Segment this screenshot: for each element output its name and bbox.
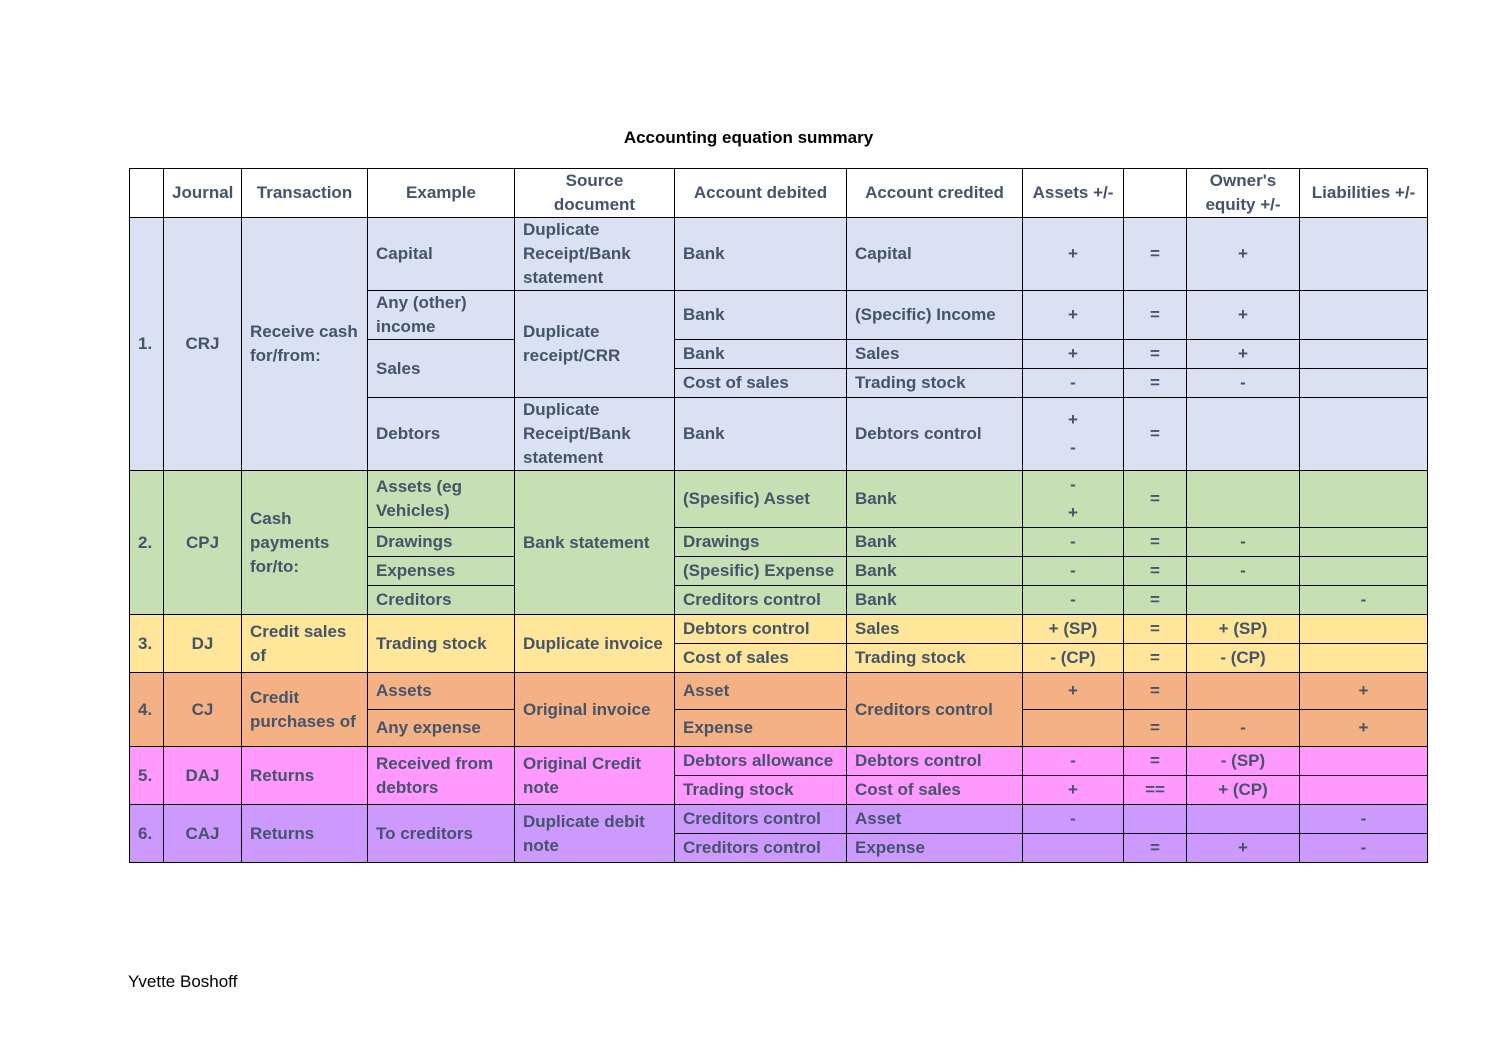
assets-cell: - [1023,805,1124,834]
credit-cell: Sales [847,615,1023,644]
liabilities-cell [1300,218,1428,291]
liabilities-cell: + [1300,673,1428,710]
debit-cell: Creditors control [675,834,847,863]
header-debit: Account debited [675,169,847,218]
header-equity: Owner's equity +/- [1187,169,1300,218]
row-number: 1. [130,218,164,471]
equity-cell: - (CP) [1187,644,1300,673]
journal-cell: CRJ [164,218,242,471]
header-eq [1124,169,1187,218]
journal-cell: CPJ [164,471,242,615]
equity-cell [1187,586,1300,615]
table-row [130,471,1428,528]
equity-cell [1187,673,1300,710]
equity-cell: - (SP) [1187,747,1300,776]
assets-cell: - [1023,557,1124,586]
debit-cell: Debtors control [675,615,847,644]
credit-cell: Bank [847,528,1023,557]
equity-cell: + (CP) [1187,776,1300,805]
assets-cell: + [1023,673,1124,710]
equity-cell [1187,471,1300,528]
equity-cell: + [1187,340,1300,369]
equals-cell: = [1124,673,1187,710]
transaction-cell: Returns [242,747,368,805]
equity-cell [1187,805,1300,834]
header-row [130,169,1428,218]
table-row [130,805,1428,834]
table-row [130,747,1428,776]
equals-cell: = [1124,471,1187,528]
accounting-summary-table [129,168,1428,863]
equity-cell [1187,398,1300,471]
assets-cell: - [1023,747,1124,776]
equals-cell: = [1124,615,1187,644]
source-cell: Bank statement [515,471,675,615]
example-cell: Any expense [368,710,515,747]
assets-cell [1023,471,1124,528]
credit-cell: Cost of sales [847,776,1023,805]
debit-cell: Cost of sales [675,644,847,673]
journal-cell: DJ [164,615,242,673]
header-transaction: Transaction [242,169,368,218]
equals-cell: = [1124,398,1187,471]
liabilities-cell [1300,557,1428,586]
assets-cell: + (SP) [1023,615,1124,644]
journal-cell: CJ [164,673,242,747]
liabilities-cell [1300,747,1428,776]
row-number: 6. [130,805,164,863]
liabilities-cell [1300,471,1428,528]
equals-cell [1124,805,1187,834]
equals-cell: = [1124,586,1187,615]
liabilities-cell: - [1300,805,1428,834]
example-cell: Sales [368,340,515,398]
transaction-cell: Credit sales of [242,615,368,673]
assets-value: - [1070,438,1076,457]
equals-cell: = [1124,710,1187,747]
row-number: 5. [130,747,164,805]
header-example: Example [368,169,515,218]
debit-cell: Bank [675,398,847,471]
assets-cell [1023,834,1124,863]
source-cell: Duplicate Receipt/Bank statement [515,218,675,291]
assets-cell [1023,398,1124,471]
credit-cell: Trading stock [847,369,1023,398]
liabilities-cell: - [1300,586,1428,615]
source-cell: Duplicate receipt/CRR [515,291,675,398]
equals-cell: = [1124,528,1187,557]
journal-cell: CAJ [164,805,242,863]
row-number: 4. [130,673,164,747]
equals-cell: = [1124,291,1187,340]
assets-cell: - [1023,369,1124,398]
table-row [130,673,1428,710]
credit-cell: Debtors control [847,398,1023,471]
assets-value: + [1068,410,1078,429]
equals-cell: = [1124,644,1187,673]
row-number: 2. [130,471,164,615]
liabilities-cell [1300,776,1428,805]
example-cell: Assets (eg Vehicles) [368,471,515,528]
page-title: Accounting equation summary [623,128,874,147]
example-cell: Received from debtors [368,747,515,805]
equity-cell: + [1187,291,1300,340]
debit-cell: Debtors allowance [675,747,847,776]
header-source: Source document [515,169,675,218]
equity-cell: - [1187,528,1300,557]
assets-cell: - (CP) [1023,644,1124,673]
table-row [130,615,1428,644]
equity-cell: + [1187,834,1300,863]
debit-cell: Expense [675,710,847,747]
assets-cell: - [1023,586,1124,615]
example-cell: Any (other) income [368,291,515,340]
journal-cell: DAJ [164,747,242,805]
example-cell: Capital [368,218,515,291]
row-number: 3. [130,615,164,673]
source-cell: Original Credit note [515,747,675,805]
example-cell: Debtors [368,398,515,471]
table-row [130,218,1428,291]
equity-cell: - [1187,369,1300,398]
example-cell: To creditors [368,805,515,863]
debit-cell: (Spesific) Asset [675,471,847,528]
example-cell: Expenses [368,557,515,586]
transaction-cell: Receive cash for/from: [242,218,368,471]
debit-cell: Asset [675,673,847,710]
transaction-cell: Returns [242,805,368,863]
debit-cell: Bank [675,218,847,291]
header-assets: Assets +/- [1023,169,1124,218]
credit-cell: Trading stock [847,644,1023,673]
credit-cell: Bank [847,471,1023,528]
credit-cell: Expense [847,834,1023,863]
liabilities-cell [1300,398,1428,471]
debit-cell: Creditors control [675,586,847,615]
source-cell: Duplicate Receipt/Bank statement [515,398,675,471]
credit-cell: Capital [847,218,1023,291]
liabilities-cell [1300,528,1428,557]
header-num [130,169,164,218]
example-cell: Creditors [368,586,515,615]
equals-cell: = [1124,369,1187,398]
debit-cell: Creditors control [675,805,847,834]
source-cell: Original invoice [515,673,675,747]
equals-cell: = [1124,218,1187,291]
liabilities-cell [1300,644,1428,673]
example-cell: Trading stock [368,615,515,673]
author-name: Yvette Boshoff [128,972,238,991]
assets-cell: + [1023,340,1124,369]
assets-cell: + [1023,776,1124,805]
credit-cell: Bank [847,586,1023,615]
liabilities-cell [1300,615,1428,644]
liabilities-cell: + [1300,710,1428,747]
assets-cell: + [1023,291,1124,340]
debit-cell: Cost of sales [675,369,847,398]
equals-cell: = [1124,834,1187,863]
debit-cell: Bank [675,291,847,340]
liabilities-cell [1300,369,1428,398]
assets-value: + [1068,503,1078,522]
equity-cell: - [1187,557,1300,586]
credit-cell: (Specific) Income [847,291,1023,340]
example-cell: Drawings [368,528,515,557]
assets-cell: - [1023,528,1124,557]
equity-cell: - [1187,710,1300,747]
source-cell: Duplicate debit note [515,805,675,863]
liabilities-cell [1300,340,1428,369]
transaction-cell: Cash payments for/to: [242,471,368,615]
equals-cell: = [1124,557,1187,586]
header-credit: Account credited [847,169,1023,218]
equals-cell: = [1124,340,1187,369]
credit-cell: Sales [847,340,1023,369]
example-cell: Assets [368,673,515,710]
debit-cell: (Spesific) Expense [675,557,847,586]
header-liab: Liabilities +/- [1300,169,1428,218]
assets-value: - [1070,475,1076,494]
debit-cell: Drawings [675,528,847,557]
credit-cell: Debtors control [847,747,1023,776]
equals-cell: = [1124,747,1187,776]
liabilities-cell [1300,291,1428,340]
assets-cell [1023,710,1124,747]
liabilities-cell: - [1300,834,1428,863]
credit-cell: Bank [847,557,1023,586]
assets-cell: + [1023,218,1124,291]
equals-cell: == [1124,776,1187,805]
credit-cell: Creditors control [847,673,1023,747]
transaction-cell: Credit purchases of [242,673,368,747]
source-cell: Duplicate invoice [515,615,675,673]
equity-cell: + [1187,218,1300,291]
credit-cell: Asset [847,805,1023,834]
header-journal: Journal [164,169,242,218]
debit-cell: Trading stock [675,776,847,805]
equity-cell: + (SP) [1187,615,1300,644]
debit-cell: Bank [675,340,847,369]
